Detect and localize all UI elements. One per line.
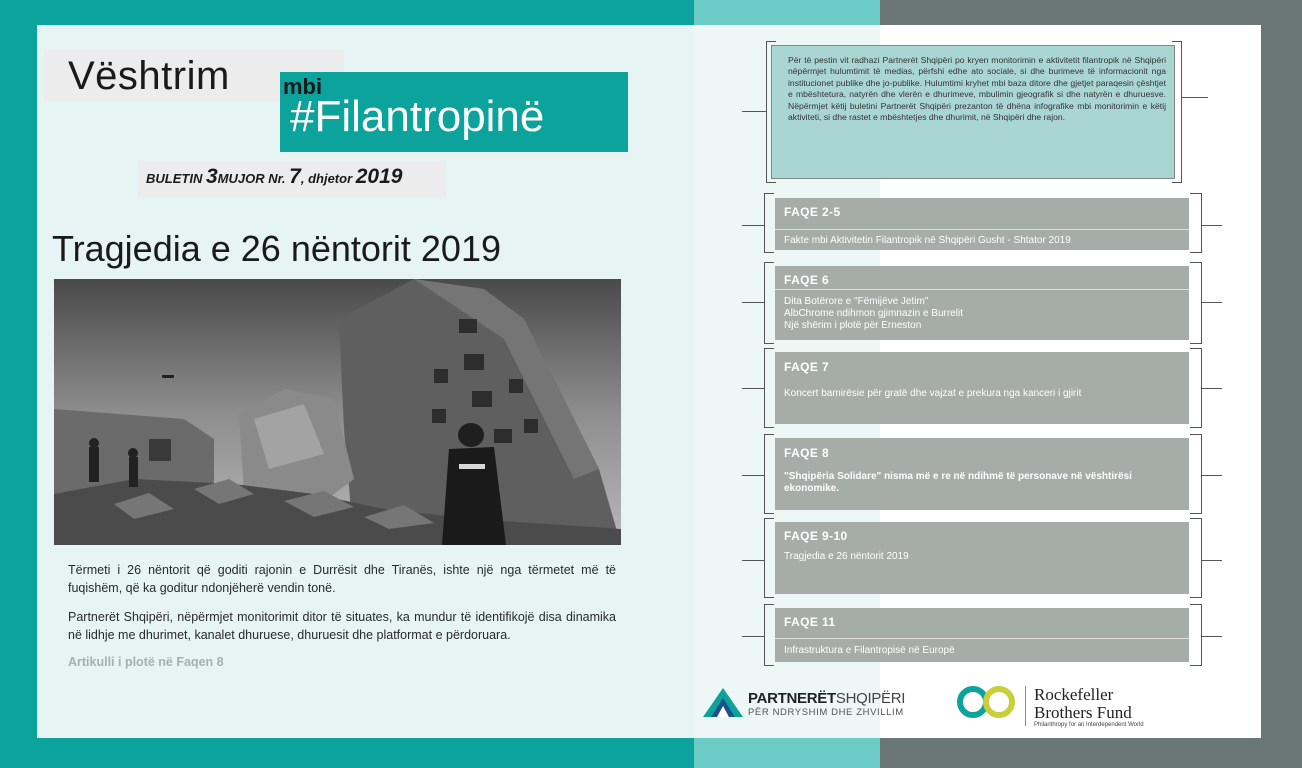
section-tick (742, 302, 764, 303)
section-item: Një shërim i plotë për Erneston (784, 320, 922, 331)
intro-tick-left (742, 111, 766, 112)
section-tick (1202, 302, 1222, 303)
section-bracket-right (1190, 348, 1202, 428)
rbf-logo-icon (955, 685, 1017, 719)
article-paragraph-1: Tërmeti i 26 nëntorit që goditi rajonin e Durrësit dhe Tiranës, ishte një nga tërmetet më të fuqishëm, që ka goditur ndonjëherë vendin tonë. (68, 563, 616, 595)
section-page-label: FAQE 6 (784, 273, 830, 287)
earthquake-photo (54, 279, 621, 545)
section-tick (1202, 560, 1222, 561)
rbf-divider (1025, 686, 1026, 726)
section-item: "Shqipëria Solidare" nisma më e re në ndihmë të personave në vështirësi ekonomike. (784, 471, 1132, 494)
intro-bracket-right (1172, 41, 1182, 183)
section-page-label: FAQE 11 (784, 615, 836, 629)
section-bracket-right (1190, 604, 1202, 666)
section-divider (775, 638, 1189, 639)
section-bracket-left (764, 518, 774, 598)
section-bracket-left (764, 262, 774, 344)
intro-tick-right (1182, 97, 1208, 98)
section-page-label: FAQE 2-5 (784, 205, 841, 219)
section-page-label: FAQE 7 (784, 360, 830, 374)
section-bracket-left (764, 604, 774, 666)
intro-text: Për të pestin vit radhazi Partnerët Shqipëri po kryen monitorimin e aktivitetit filantropik në Shqipëri nëpërmjet hulumtimit të medias, përfshi edhe ato sociale, si dhe burimeve të informacionit nga institucionet publike dhe jo-publike. Hulumtimi kryhet mbi baza ditore dhe gjetjet paraqesin çështjet e mbështetura, natyrën dhe vlerën e dhurimeve, mbulimin gjeografik si dhe natyrën e dhuruesve. Nëpërmjet këtij buletini Partnerët Shqipëri prezanton të dhëna infografike mbi monitorimin e këtij aktiviteti, si dhe rastet e mbështetjes dhe dhurimit, në Shqipëri dhe rajon. (788, 55, 1166, 123)
section-divider (775, 229, 1189, 230)
section-bracket-left (764, 434, 774, 514)
section-item: Tragjedia e 26 nëntorit 2019 (784, 551, 909, 562)
section-item: Dita Botërore e "Fëmijëve Jetim" (784, 296, 929, 307)
article-headline: Tragjedia e 26 nëntorit 2019 (52, 228, 501, 269)
section-bracket-right (1190, 434, 1202, 514)
read-more-link[interactable]: Artikulli i plotë në Faqen 8 (68, 655, 224, 669)
section-item: Fakte mbi Aktivitetin Filantropik në Shqipëri Gusht - Shtator 2019 (784, 235, 1071, 246)
section-tick (1202, 388, 1222, 389)
section-divider (775, 289, 1189, 290)
section-tick (742, 560, 764, 561)
section-tick (742, 225, 764, 226)
article-paragraph-2: Partnerët Shqipëri, nëpërmjet monitorimit ditor të situates, ka mundur të identifikojë disa dinamika në lidhje me dhurimet, kanalet dhuruese, dhuruesit dhe platformat e përdoruara. (68, 610, 616, 642)
section-item: Infrastruktura e Filantropisë në Europë (784, 645, 955, 656)
section-item: AlbChrome ndihmon gjimnazin e Burrelit (784, 308, 963, 319)
section-item: Koncert bamirësie për gratë dhe vajzat e prekura nga kanceri i gjirit (784, 388, 1082, 399)
section-page-label: FAQE 8 (784, 446, 830, 460)
section-tick (742, 475, 764, 476)
section-bracket-right (1190, 262, 1202, 344)
section-tick (1202, 636, 1222, 637)
partneret-logo-tagline: PËR NDRYSHIM DHE ZHVILLIM (748, 707, 904, 718)
section-bracket-right (1190, 193, 1202, 253)
section-tick (1202, 225, 1222, 226)
section-tick (742, 636, 764, 637)
section-tick (1202, 475, 1222, 476)
rbf-logo-tagline: Philanthropy for an Interdependent World (1034, 722, 1144, 728)
title-vështrim: Vështrim (68, 54, 230, 98)
title-mbi: mbi (283, 74, 323, 99)
title-filantropine: #Filantropinë (290, 92, 545, 141)
rbf-logo-name: Rockefeller Brothers Fund (1034, 685, 1132, 722)
issue-line: BULETIN 3MUJOR Nr. 7, dhjetor 2019 (146, 165, 403, 188)
section-bracket-left (764, 348, 774, 428)
section-tick (742, 388, 764, 389)
partneret-logo-name: PARTNERËTSHQIPËRI (748, 690, 906, 707)
section-bracket-left (764, 193, 774, 253)
intro-bracket-left (766, 41, 776, 183)
section-page-label: FAQE 9-10 (784, 529, 848, 543)
section-bracket-right (1190, 518, 1202, 598)
partneret-logo-icon (702, 686, 744, 718)
